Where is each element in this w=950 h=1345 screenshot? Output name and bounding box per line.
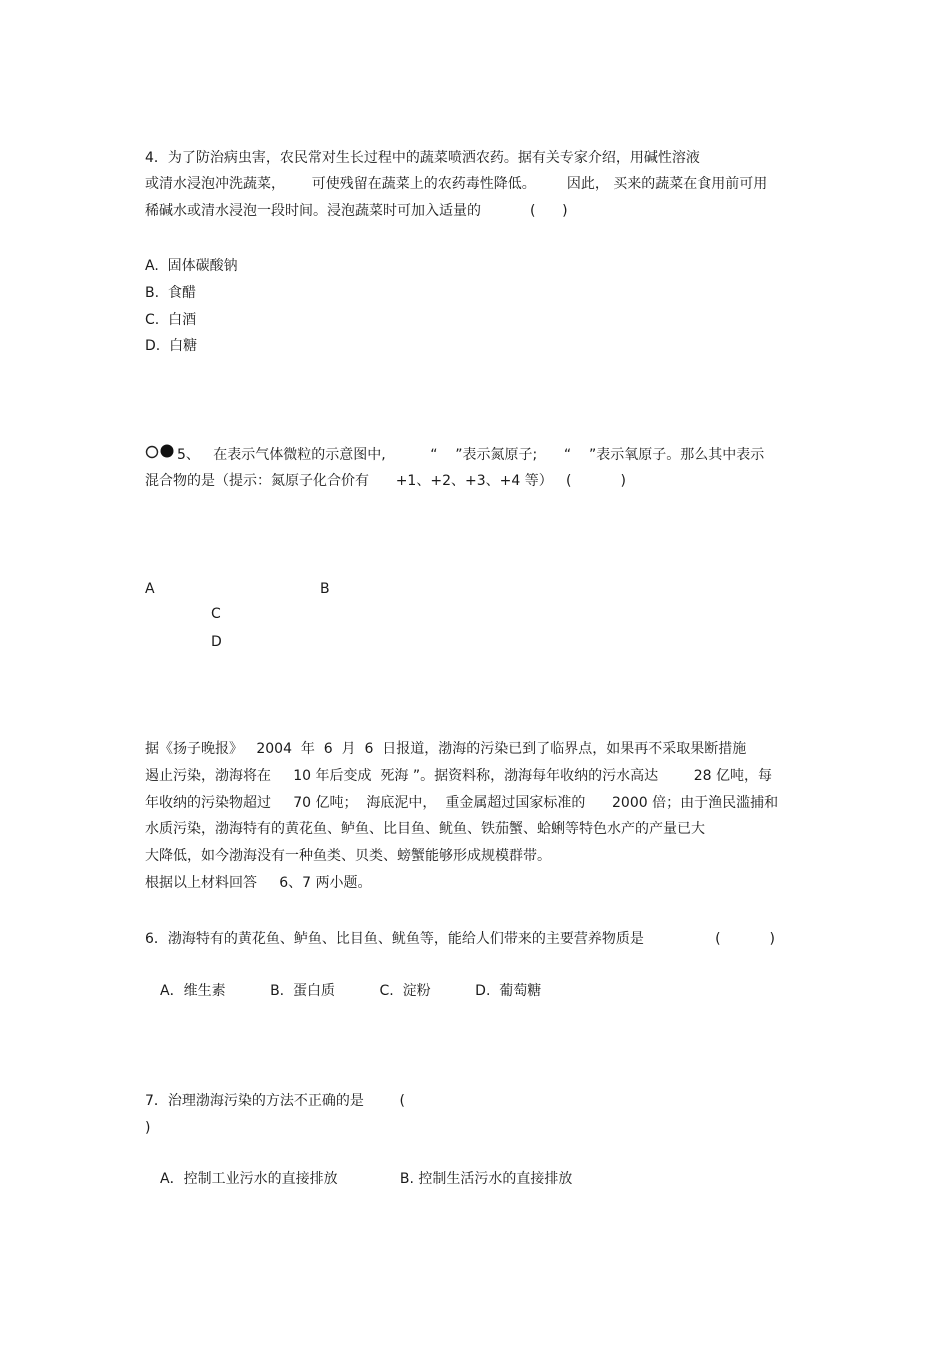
passage-line-4: 水质污染，渤海特有的黄花鱼、鲈鱼、比目鱼、鱿鱼、铁茄蟹、蛤蜊等特色水产的产量已大 xyxy=(145,821,705,837)
passage-line-6: 根据以上材料回答 6、7 两小题。 xyxy=(145,875,372,891)
nitrogen-atom-icon xyxy=(147,447,158,458)
atom-icons xyxy=(145,444,177,460)
question-5-option-d: D xyxy=(211,634,222,650)
question-4-line-1: 4．为了防治病虫害，农民常对生长过程中的蔬菜喷洒农药。据有关专家介绍，用碱性溶液 xyxy=(145,150,700,166)
passage-line-2: 遏止污染，渤海将在 10 年后变成 死海 ”。据资料称，渤海每年收纳的污水高达 28 亿吨，每 xyxy=(145,768,772,784)
question-5-option-c: C xyxy=(211,606,221,622)
question-7-stem-end: ) xyxy=(145,1120,151,1136)
question-4-line-3: 稀碱水或清水浸泡一段时间。浸泡蔬菜时可加入适量的 ( ) xyxy=(145,203,568,219)
question-4-option-b: B. 食醋 xyxy=(145,285,196,301)
passage-line-5: 大降低，如今渤海没有一种鱼类、贝类、螃蟹能够形成规模群带。 xyxy=(145,848,551,864)
oxygen-atom-icon xyxy=(161,445,174,458)
question-7-options: A．控制工业污水的直接排放 B. 控制生活污水的直接排放 xyxy=(160,1171,573,1187)
question-5-line-2: 混合物的是（提示：氮原子化合价有 +1、+2、+3、+4 等） ( ) xyxy=(145,473,626,489)
question-5-line-1: 5、 在表示气体微粒的示意图中, “ ”表示氮原子; “ ”表示氧原子。那么其中表示 xyxy=(177,447,765,463)
question-4-option-a: A. 固体碳酸钠 xyxy=(145,258,238,274)
question-5-option-a: A xyxy=(145,581,155,597)
question-4-option-c: C. 白酒 xyxy=(145,312,197,328)
passage-line-1: 据《扬子晚报》 2004 年 6 月 6 日报道，渤海的污染已到了临界点，如果再不采取果断措施 xyxy=(145,741,747,757)
question-4-line-2: 或清水浸泡冲洗蔬菜， 可使残留在蔬菜上的农药毒性降低。 因此， 买来的蔬菜在食用前可用 xyxy=(145,176,768,192)
question-4-option-d: D. 白糖 xyxy=(145,338,198,354)
question-6-stem: 6．渤海特有的黄花鱼、鲈鱼、比目鱼、鱿鱼等，能给人们带来的主要营养物质是 ( ) xyxy=(145,931,775,947)
question-5-option-b: B xyxy=(320,581,330,597)
question-6-options: A．维生素 B. 蛋白质 C. 淀粉 D. 葡萄糖 xyxy=(160,983,542,999)
passage-line-3: 年收纳的污染物超过 70 亿吨； 海底泥中， 重金属超过国家标准的 2000 倍；由于渔民滥捕和 xyxy=(145,795,779,811)
question-7-stem: 7．治理渤海污染的方法不正确的是 ( xyxy=(145,1093,405,1109)
